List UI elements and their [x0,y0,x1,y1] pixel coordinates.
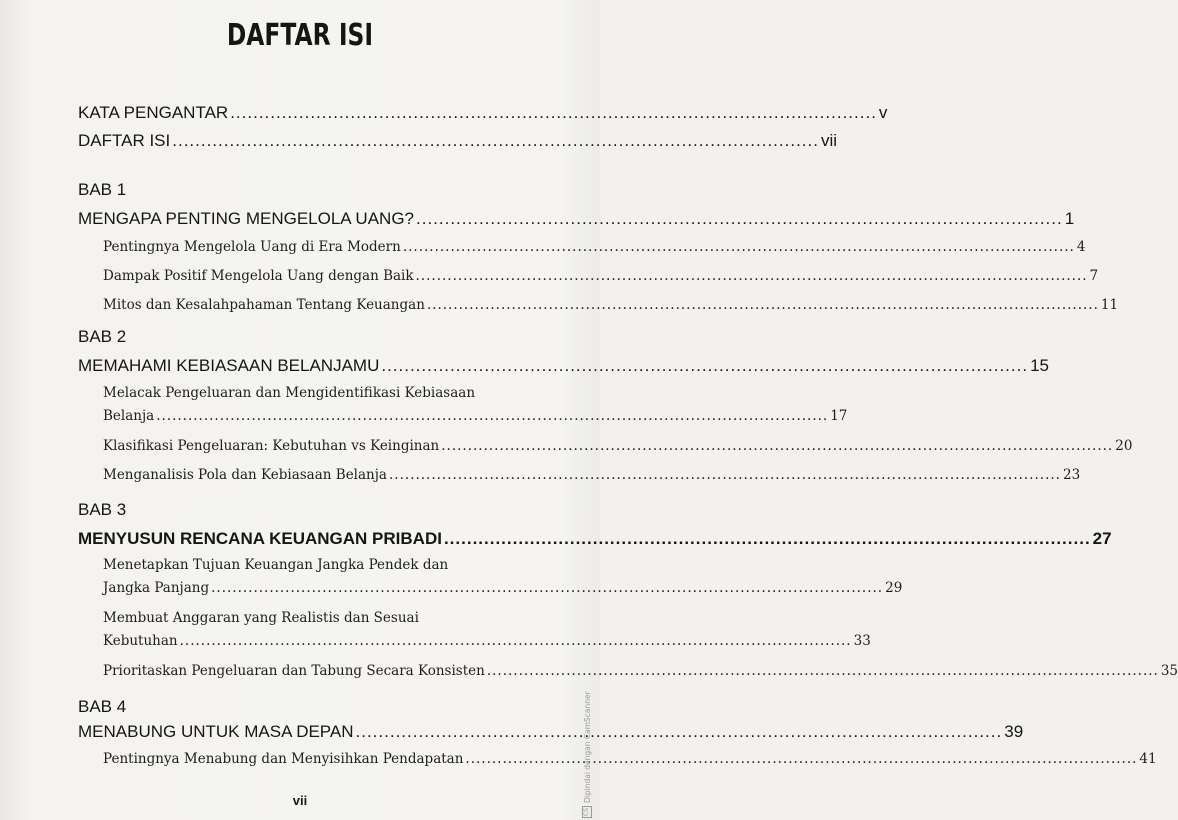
leader-dots: ................................................................................................................. [355,722,1003,741]
toc-subentry [103,751,1157,767]
leader-dots: ............................................................................................................................... [441,438,1114,454]
chapter-label: BAB 1 [78,180,127,199]
subentry-text: Jangka Panjang [103,580,210,596]
toc-entry-label: DAFTAR ISI [78,131,171,150]
toc-subentry [103,633,871,649]
subentry-page: 11 [1100,297,1119,313]
chapter-title-entry [78,356,1049,376]
scanner-watermark [582,691,592,818]
subentry-page: 7 [1089,268,1099,284]
subentry-text: Dampak Positif Mengelola Uang dengan Baik [103,268,414,284]
page-title: DAFTAR ISI [226,18,374,53]
leader-dots: ............................................................................................................................... [388,467,1061,483]
toc-subentry [103,580,903,596]
subentry-text-line1: Melacak Pengeluaran dan Mengidentifikasi Kebiasaan [103,385,476,401]
leader-dots: ............................................................................................................................... [156,408,829,424]
subentry-page: 17 [830,408,848,424]
leader-dots: ................................................................................................................. [230,103,877,122]
chapter-title-entry [78,722,1024,742]
subentry-page: 35 [1160,663,1178,679]
chapter-title: MEMAHAMI KEBIASAAN BELANJAMU [78,356,380,375]
toc-subentry [103,663,1178,679]
chapter-title-entry [78,529,1112,549]
chapter-label: BAB 4 [78,697,127,716]
toc-subentry [103,438,1133,454]
subentry-page: 4 [1076,239,1086,255]
leader-dots: ............................................................................................................................... [211,580,884,596]
chapter-page: 1 [1064,209,1075,228]
leader-dots: ............................................................................................................................... [465,751,1138,767]
watermark-text: Dipindai dengan CamScanner [582,691,592,803]
subentry-text: Mitos dan Kesalahpahaman Tentang Keuangan [103,297,425,313]
chapter-title: MENYUSUN RENCANA KEUANGAN PRIBADI [78,529,442,548]
subentry-page: 23 [1062,467,1081,483]
leader-dots: ............................................................................................................................... [402,239,1075,255]
page-number: vii [292,793,308,808]
chapter-title: MENABUNG UNTUK MASA DEPAN [78,722,354,741]
leader-dots: ................................................................................................................. [172,131,819,150]
subentry-page: 29 [885,580,903,596]
chapter-label: BAB 3 [78,500,127,519]
subentry-text: Belanja [103,408,155,424]
leader-dots: ................................................................................................................. [416,209,1063,228]
toc-subentry [103,467,1081,483]
chapter-label: BAB 2 [78,327,127,346]
leader-dots: ................................................................................................................. [381,356,1029,375]
subentry-page: 33 [853,633,871,649]
chapter-title-entry [78,209,1075,229]
subentry-text: Pentingnya Mengelola Uang di Era Modern [103,239,401,255]
leader-dots: ............................................................................................................................... [486,663,1159,679]
chapter-page: 39 [1004,722,1024,741]
toc-subentry [103,408,848,424]
subentry-text: Klasifikasi Pengeluaran: Kebutuhan vs Keinginan [103,438,440,454]
leader-dots: ............................................................................................................................... [426,297,1099,313]
subentry-text: Menganalisis Pola dan Kebiasaan Belanja [103,467,387,483]
toc-entry-page: vii [820,131,838,150]
subentry-text: Kebutuhan [103,633,178,649]
subentry-text-line1: Membuat Anggaran yang Realistis dan Sesuai [103,610,419,626]
leader-dots: ............................................................................................................................... [415,268,1088,284]
toc-entry-kata-pengantar [78,103,888,123]
camscanner-logo-icon: CS [583,808,590,816]
toc-entry-page: v [878,103,888,122]
toc-entry-label: KATA PENGANTAR [78,103,229,122]
subentry-page: 41 [1139,751,1157,767]
subentry-text: Pentingnya Menabung dan Menyisihkan Pendapatan [103,751,464,767]
toc-subentry [103,268,1099,284]
toc-subentry [103,297,1119,313]
subentry-text-line1: Menetapkan Tujuan Keuangan Jangka Pendek dan [103,557,449,573]
toc-entry-daftar-isi [78,131,838,151]
toc-subentry [103,239,1086,255]
subentry-page: 20 [1115,438,1133,454]
chapter-page: 27 [1092,529,1112,548]
chapter-title: MENGAPA PENTING MENGELOLA UANG? [78,209,414,228]
leader-dots: ................................................................................................................. [443,529,1091,548]
subentry-text: Prioritaskan Pengeluaran dan Tabung Secara Konsisten [103,663,485,679]
chapter-page: 15 [1030,356,1049,375]
leader-dots: ............................................................................................................................... [179,633,852,649]
